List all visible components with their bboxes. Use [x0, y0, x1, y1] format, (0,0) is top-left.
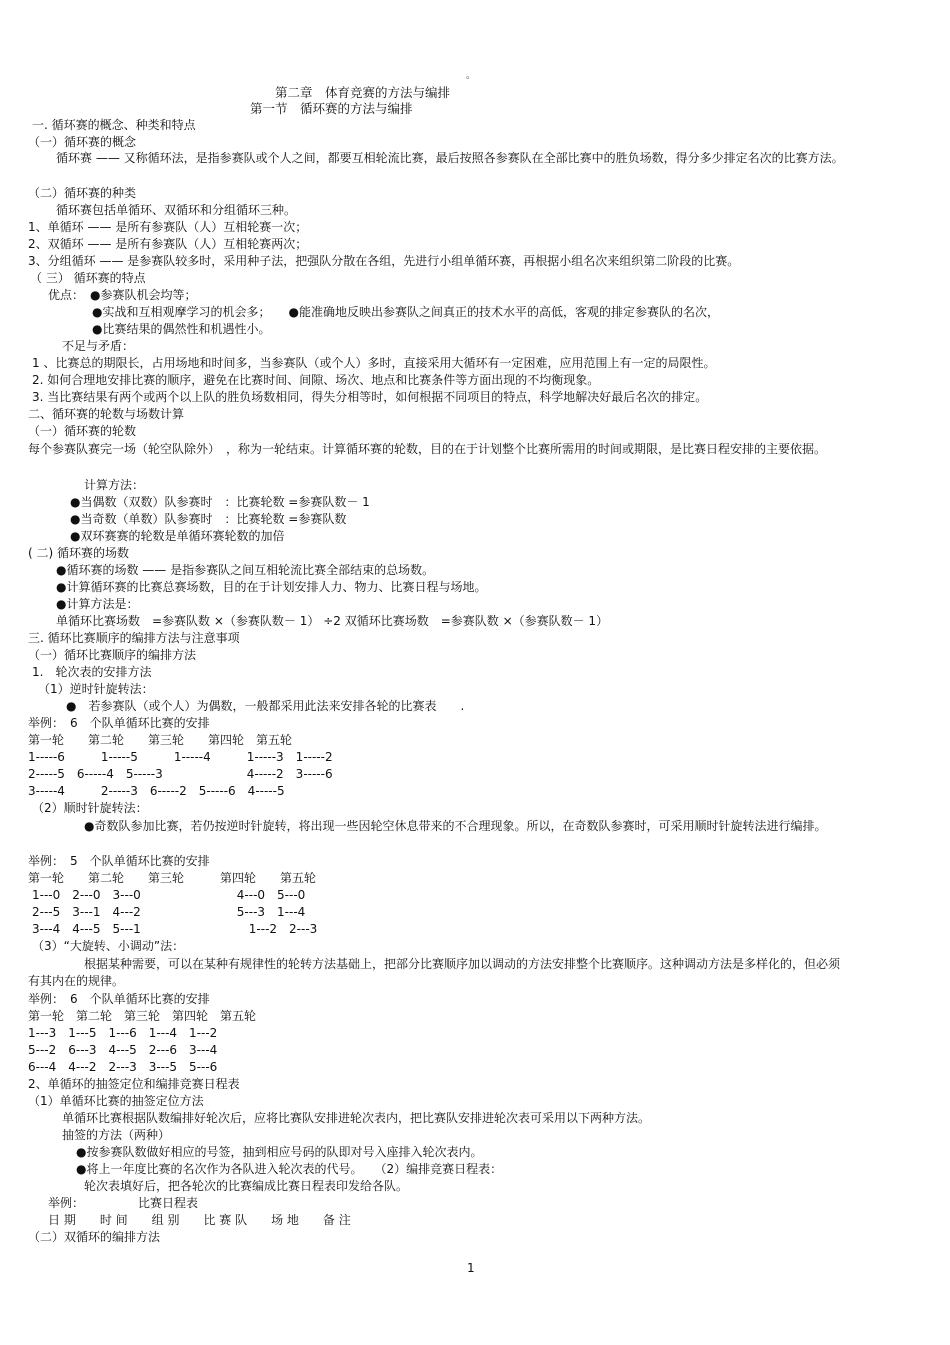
table-row: 1---0 2---0 3---0 4---0 5---0: [32, 888, 306, 902]
text-line: 单循环比赛场数 =参赛队数 ×（参赛队数－ 1） ÷2 双循环比赛场数 =参赛队数 ×（参赛队数－ 1）: [56, 614, 609, 628]
table-row: 1-----6 1-----5 1-----4 1-----3 1-----2: [28, 750, 333, 764]
table-row: 6---4 4---2 2---3 3---5 5---6: [28, 1060, 218, 1074]
text-line: ●实战和互相观摩学习的机会多； ●能准确地反映出参赛队之间真正的技术水平的高低，客观的排定参赛队的名次，: [92, 305, 719, 319]
text-line: 3、分组循环 —— 是参赛队较多时，采用种子法，把强队分散在各组，先进行小组单循环赛，再根据小组名次来组织第二阶段的比赛。: [28, 254, 740, 268]
page-number: 1: [467, 1261, 475, 1275]
text-line: 三. 循环比赛顺序的编排方法与注意事项: [28, 631, 240, 645]
paragraph: ●奇数队参加比赛，若仍按逆时针旋转，将出现一些因轮空休息带来的不合理现象。所以，在奇数队参赛时，可采用顺时针旋转法进行编排。: [84, 819, 827, 833]
header-mark: 。: [466, 71, 476, 81]
table-row: 2-----5 6-----4 5-----3 4-----2 3-----6: [28, 767, 333, 781]
text-line: 轮次表填好后，把各轮次的比赛编成比赛日程表印发给各队。: [84, 1179, 409, 1193]
table-row: 2---5 3---1 4---2 5---3 1---4: [32, 905, 306, 919]
text-line: 循环赛包括单循环、双循环和分组循环三种。: [56, 203, 297, 217]
text-line: 一. 循环赛的概念、种类和特点: [32, 118, 196, 132]
text-line: 举例： 6 个队单循环比赛的安排: [28, 716, 210, 730]
text-line: 举例： 比赛日程表: [48, 1196, 199, 1210]
text-line: 不足与矛盾：: [62, 339, 135, 353]
text-line: 3. 当比赛结果有两个或两个以上队的胜负场数相同，得失分相等时，如何根据不同项目的特点，科学地解决好最后名次的排定。: [32, 390, 708, 404]
table-header: 日 期 时 间 组 别 比 赛 队 场 地 备 注: [48, 1213, 351, 1227]
section-title: 第一节 循环赛的方法与编排: [250, 101, 413, 116]
text-line: 计算方法：: [84, 478, 145, 492]
text-line: ●循环赛的场数 —— 是指参赛队之间互相轮流比赛全部结束的总场数。: [56, 563, 435, 577]
text-line: ●按参赛队数做好相应的号签，抽到相应号码的队即对号入座排入轮次表内。: [76, 1145, 483, 1159]
text-line: ●比赛结果的偶然性和机遇性小。: [92, 322, 271, 336]
text-line: ● 若参赛队（或个人）为偶数，一般都采用此法来安排各轮的比赛表 .: [66, 699, 465, 713]
text-line: （2）顺时针旋转法：: [32, 801, 148, 815]
text-line: （二）双循环的编排方法: [28, 1230, 161, 1244]
text-line: 1. 轮次表的安排方法: [32, 665, 152, 679]
text-line: ( 二) 循环赛的场数: [28, 546, 129, 560]
text-line: （3）“大旋转、小调动”法：: [32, 939, 185, 953]
table-row: 1---3 1---5 1---6 1---4 1---2: [28, 1026, 218, 1040]
text-line: 二、循环赛的轮数与场数计算: [28, 407, 185, 421]
text-line: 单循环比赛根据队数编排好轮次后，应将比赛队安排进轮次表内，把比赛队安排进轮次表可采用以下两种方法。: [62, 1111, 651, 1125]
text-line: ●当偶数（双数）队参赛时 ：比赛轮数 =参赛队数－ 1: [70, 495, 370, 509]
paragraph: 循环赛 —— 又称循环法，是指参赛队或个人之间，都要互相轮流比赛，最后按照各参赛队在全部比赛中的胜负场数，得分多少排定名次的比赛方法。: [56, 151, 844, 165]
paragraph: 根据某种需要，可以在某种有规律性的轮转方法基础上，把部分比赛顺序加以调动的方法安排整个比赛顺序。这种调动方法是多样化的，但必须有其内在的规律。: [28, 957, 841, 988]
text-line: ●将上一年度比赛的名次作为各队进入轮次表的代号。 （2）编排竞赛日程表：: [76, 1162, 503, 1176]
text-line: 优点： ●参赛队机会均等；: [48, 288, 197, 302]
text-line: （1）逆时针旋转法：: [38, 682, 154, 696]
text-line: （1）单循环比赛的抽签定位方法: [28, 1094, 204, 1108]
text-line: 举例： 5 个队单循环比赛的安排: [28, 854, 210, 868]
text-line: 2、双循环 —— 是所有参赛队（人）互相轮赛两次；: [28, 237, 308, 251]
text-line: ●计算方法是：: [56, 597, 139, 611]
table-row: 3-----4 2-----3 6-----2 5-----6 4-----5: [28, 784, 285, 798]
text-line: ●计算循环赛的比赛总赛场数，目的在于计划安排人力、物力、比赛日程与场地。: [56, 580, 487, 594]
text-line: （ 三） 循环赛的特点: [30, 271, 146, 285]
table-row: 3---4 4---5 5---1 1---2 2---3: [32, 922, 318, 936]
text-line: ●双环赛赛的轮数是单循环赛轮数的加倍: [70, 529, 285, 543]
table-row: 第一轮 第二轮 第三轮 第四轮 第五轮: [28, 733, 293, 747]
table-row: 第一轮 第二轮 第三轮 第四轮 第五轮: [28, 1009, 257, 1023]
text-line: 1、单循环 —— 是所有参赛队（人）互相轮赛一次；: [28, 220, 308, 234]
text-line: （一）循环赛的轮数: [28, 424, 137, 438]
text-line: 1 、比赛总的期限长，占用场地和时间多，当参赛队（或个人）多时，直接采用大循环有一定困难，应用范围上有一定的局限性。: [32, 356, 716, 370]
chapter-title: 第二章 体育竞赛的方法与编排: [275, 85, 451, 100]
text-line: 2、单循环的抽签定位和编排竞赛日程表: [28, 1077, 240, 1091]
table-row: 5---2 6---3 4---5 2---6 3---4: [28, 1043, 218, 1057]
text-line: （二）循环赛的种类: [28, 186, 137, 200]
text-line: 举例： 6 个队单循环比赛的安排: [28, 992, 210, 1006]
table-row: 第一轮 第二轮 第三轮 第四轮 第五轮: [28, 871, 317, 885]
text-line: ●当奇数（单数）队参赛时 ：比赛轮数 =参赛队数: [70, 512, 347, 526]
text-line: 2. 如何合理地安排比赛的顺序，避免在比赛时间、间隙、场次、地点和比赛条件等方面出现的不均衡现象。: [32, 373, 600, 387]
text-line: （一）循环赛的概念: [28, 135, 137, 149]
text-line: 抽签的方法（两种）: [62, 1128, 171, 1142]
text-line: （一）循环比赛顺序的编排方法: [28, 648, 197, 662]
paragraph: 每个参赛队赛完一场（轮空队除外） ，称为一轮结束。计算循环赛的轮数，目的在于计划整个比赛所需用的时间或期限，是比赛日程安排的主要依据。: [28, 442, 827, 456]
